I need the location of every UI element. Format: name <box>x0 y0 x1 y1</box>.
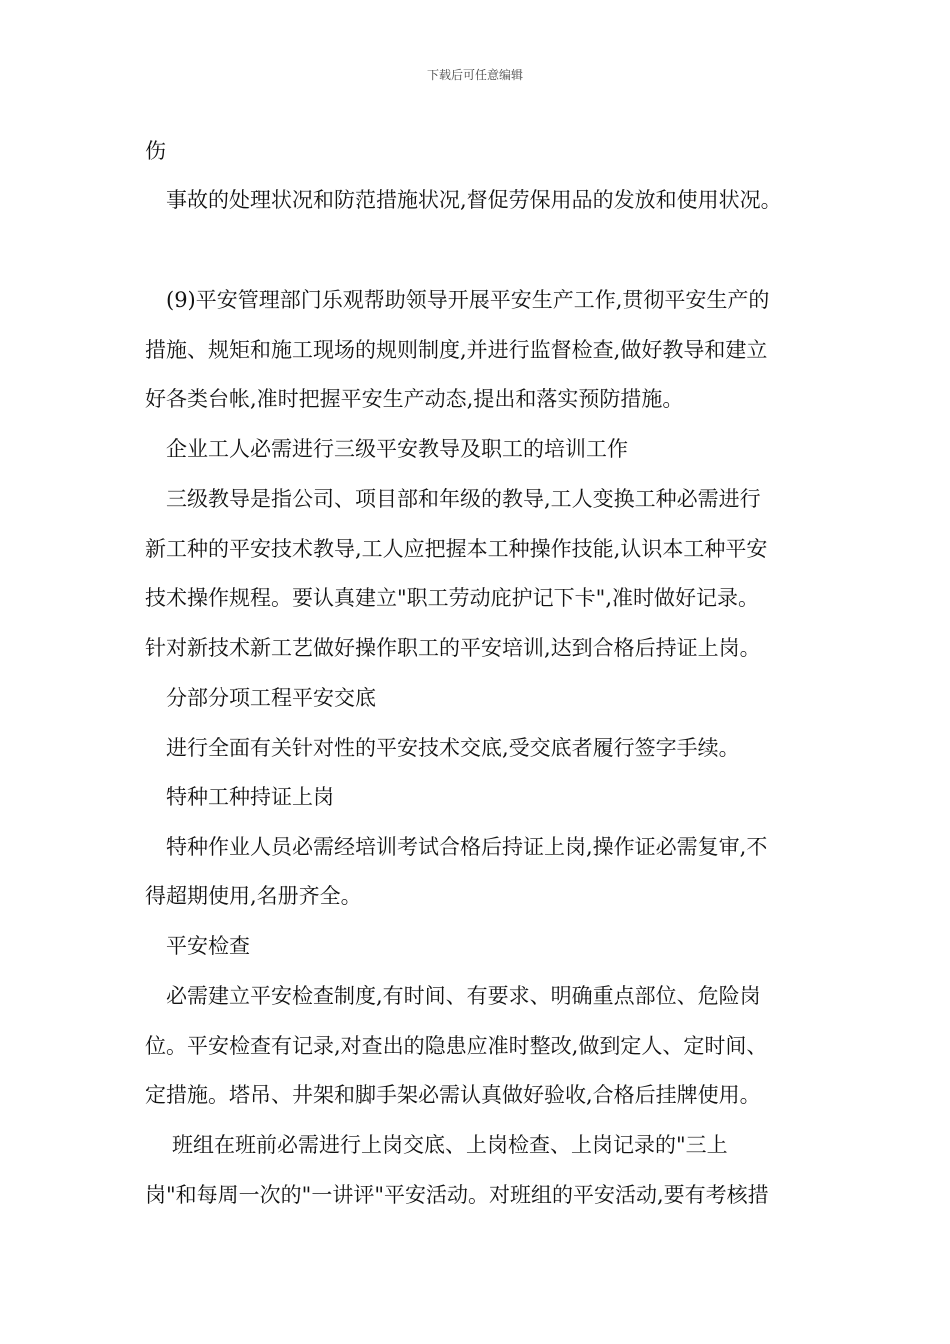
page-header: 下载后可任意编辑 <box>426 68 523 82</box>
text-line: 伤 <box>145 139 166 163</box>
text-line: 技术操作规程。要认真建立"职工劳动庇护记下卡",准时做好记录。 <box>145 586 759 610</box>
text-line: 针对新技术新工艺做好操作职工的平安培训,达到合格后持证上岗。 <box>145 636 761 660</box>
text-line: 新工种的平安技术教导,工人应把握本工种操作技能,认识本工种平安 <box>145 537 768 561</box>
text-line: 好各类台帐,准时把握平安生产动态,提出和落实预防措施。 <box>145 387 684 411</box>
text-line: 得超期使用,名册齐全。 <box>145 884 362 908</box>
text-line: 班组在班前必需进行上岗交底、上岗检查、上岗记录的"三上 <box>172 1133 728 1157</box>
section-heading: 平安检查 <box>166 934 250 958</box>
text-line: 特种作业人员必需经培训考试合格后持证上岗,操作证必需复审,不 <box>166 835 768 859</box>
text-line: 措施、规矩和施工现场的规则制度,并进行监督检查,做好教导和建立 <box>145 338 768 362</box>
text-line: 进行全面有关针对性的平安技术交底,受交底者履行签字手续。 <box>166 736 740 760</box>
section-heading: 特种工种持证上岗 <box>166 785 334 809</box>
text-line: (9)平安管理部门乐观帮助领导开展平安生产工作,贯彻平安生产的 <box>166 288 770 312</box>
text-line: 岗"和每周一次的"一讲评"平安活动。对班组的平安活动,要有考核措 <box>145 1183 769 1207</box>
text-line: 定措施。塔吊、井架和脚手架必需认真做好验收,合格后挂牌使用。 <box>145 1083 761 1107</box>
text-line: 三级教导是指公司、项目部和年级的教导,工人变换工种必需进行 <box>166 487 761 511</box>
section-heading: 企业工人必需进行三级平安教导及职工的培训工作 <box>166 437 628 461</box>
section-heading: 分部分项工程平安交底 <box>166 686 376 710</box>
text-line: 必需建立平安检查制度,有时间、有要求、明确重点部位、危险岗 <box>166 984 761 1008</box>
text-line: 事故的处理状况和防范措施状况,督促劳保用品的发放和使用状况。 <box>166 188 782 212</box>
text-line: 位。平安检查有记录,对查出的隐患应准时整改,做到定人、定时间、 <box>145 1034 768 1058</box>
